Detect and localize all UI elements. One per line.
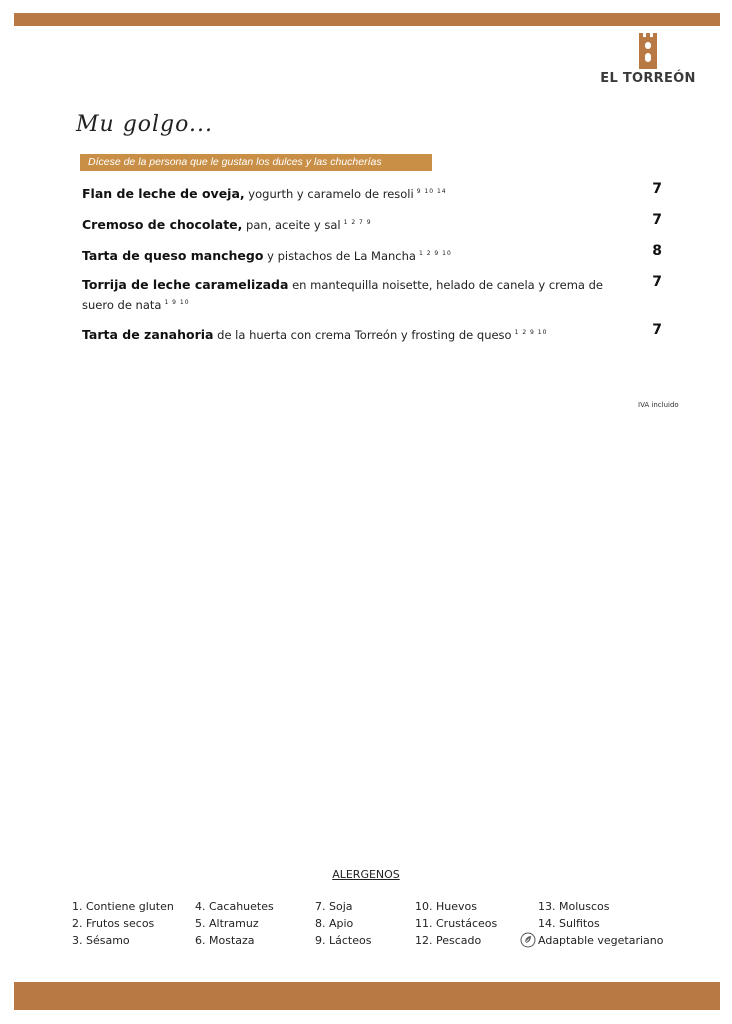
allergen-item: 6. Mostaza [195, 934, 255, 947]
allergen-item: 3. Sésamo [72, 934, 130, 947]
allergen-codes: 1 2 9 10 [514, 329, 548, 336]
allergen-codes: 1 2 9 10 [418, 250, 452, 257]
allergen-codes: 1 2 7 9 [343, 219, 372, 226]
allergen-item: 10. Huevos [415, 900, 477, 913]
allergen-codes: 9 10 14 [416, 188, 447, 195]
leaf-icon [520, 932, 536, 948]
allergen-item: 13. Moluscos [538, 900, 610, 913]
section-script-title: Mu golgo... [76, 112, 213, 137]
allergen-column [315, 898, 371, 949]
menu-item [82, 183, 662, 203]
logo [600, 33, 696, 86]
bottom-band [14, 982, 720, 1010]
allergen-item: 11. Crustáceos [415, 917, 498, 930]
dish-description: pan, aceite y sal [242, 218, 341, 232]
allergen-item: 4. Cacahuetes [195, 900, 274, 913]
dish-price: 7 [652, 274, 662, 290]
dish-price: 7 [652, 181, 662, 197]
allergen-item: 8. Apio [315, 917, 354, 930]
allergen-item: 2. Frutos secos [72, 917, 155, 930]
tower-logo-icon [638, 33, 658, 69]
allergen-item: 5. Altramuz [195, 917, 259, 930]
dish-description: yogurth y caramelo de resoli [244, 187, 414, 201]
allergen-item-vegetarian [520, 932, 664, 949]
menu-item [82, 245, 662, 265]
dish-description: de la huerta con crema Torreón y frosting de queso [213, 328, 512, 342]
dish-name: Cremoso de chocolate, [82, 217, 243, 232]
dish-name: Torrija de leche caramelizada [82, 277, 289, 292]
section-subtitle: Dícese de la persona que le gustan los dulces y las chucherías [80, 154, 432, 171]
dish-description: y pistachos de La Mancha [263, 249, 416, 263]
allergen-item: 12. Pescado [415, 934, 482, 947]
allergen-item: 9. Lácteos [315, 934, 372, 947]
top-band [14, 13, 720, 26]
allergen-column [72, 898, 174, 949]
menu-item [82, 214, 662, 234]
dish-price: 8 [652, 243, 662, 259]
allergen-column [195, 898, 274, 949]
dish-price: 7 [652, 212, 662, 228]
dish-description: en mantequilla noisette, helado de canela y crema de suero de nata [82, 278, 603, 312]
menu-item [82, 276, 662, 314]
dish-price: 7 [652, 322, 662, 338]
allergen-item: 1. Contiene gluten [72, 900, 174, 913]
allergen-codes: 1 9 10 [164, 299, 190, 306]
allergen-item: 14. Sulfitos [538, 917, 600, 930]
allergen-item-label: Adaptable vegetariano [538, 934, 664, 947]
dish-name: Tarta de queso manchego [82, 248, 264, 263]
allergen-item: 7. Soja [315, 900, 353, 913]
allergen-column [415, 898, 497, 949]
menu-item [82, 324, 662, 344]
allergens-title: ALERGENOS [332, 868, 400, 881]
allergen-column [520, 898, 664, 949]
dish-name: Tarta de zanahoria [82, 327, 214, 342]
tax-note: IVA incluido [638, 401, 679, 409]
dish-name: Flan de leche de oveja, [82, 186, 245, 201]
brand-name: EL TORREÓN [600, 71, 696, 86]
